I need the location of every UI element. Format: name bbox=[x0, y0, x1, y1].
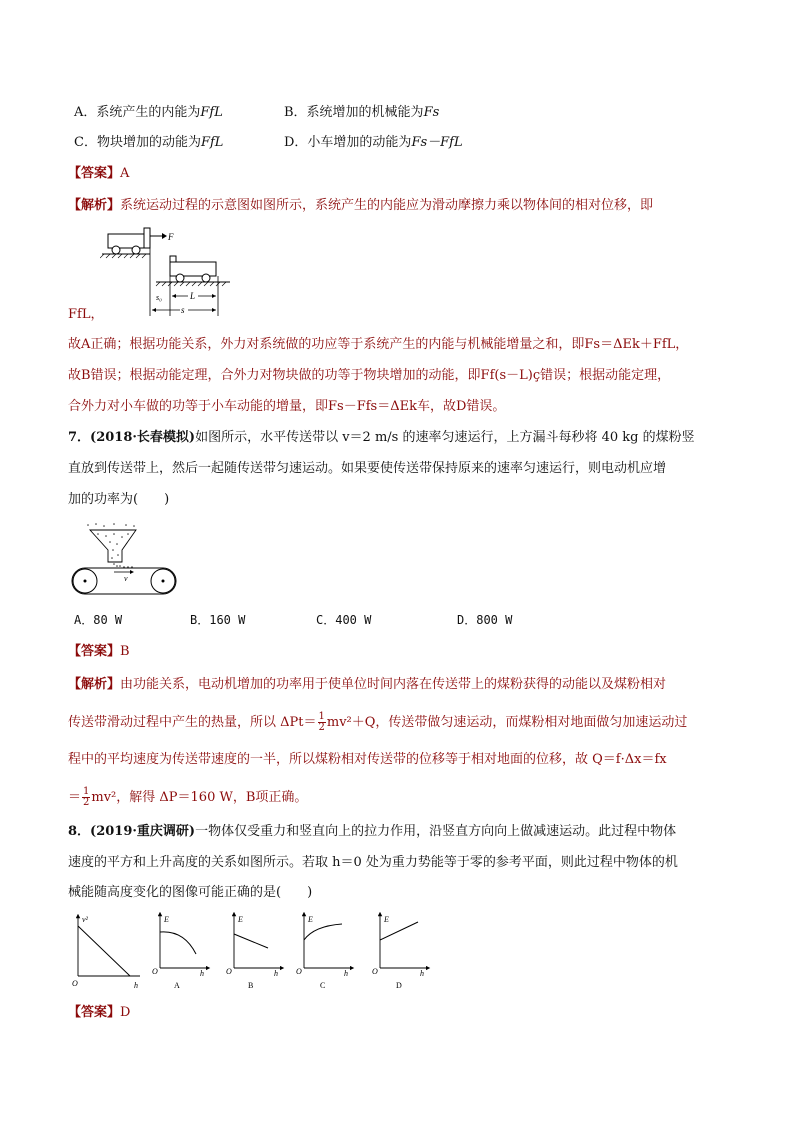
q7-analysis-line-3: 程中的平均速度为传送带速度的一半，所以煤粉相对传送带的位移等于相对地面的位移，故 Q＝f·Δx＝fx bbox=[68, 752, 667, 767]
option-text: D．小车增加的动能为 bbox=[284, 135, 412, 150]
q7-analysis-line-2 bbox=[68, 712, 687, 733]
fraction-numerator: 1 bbox=[318, 711, 325, 722]
option-expr: FfL bbox=[200, 105, 223, 120]
axis-label-x: h bbox=[344, 969, 348, 978]
q8-text-line-1 bbox=[68, 822, 676, 842]
label-L: L bbox=[190, 291, 196, 301]
option-expr: Fs－FfL bbox=[411, 135, 463, 150]
q6-option-b bbox=[284, 103, 439, 123]
graph-label: A bbox=[174, 981, 180, 990]
option-expr: FfL bbox=[200, 135, 224, 150]
q7-text-line-3: 加的功率为( ) bbox=[68, 492, 170, 507]
option-text: A．系统产生的内能为 bbox=[74, 105, 201, 120]
axis-origin: O bbox=[372, 967, 378, 976]
answer-value: D bbox=[120, 1005, 131, 1020]
label-F: F bbox=[168, 232, 174, 242]
q6-figure-cart-block bbox=[100, 220, 240, 320]
q6-analysis-line-5: 合外力对小车做的功等于小车动能的增量，即Fs－Ffs＝ΔEk车，故D错误。 bbox=[68, 399, 506, 414]
graph-v2-h bbox=[72, 915, 140, 990]
q6-analysis-line-3: 故A正确；根据功能关系，外力对系统做的功应等于系统产生的内能与机械能增量之和，即Fs＝ΔEk＋FfL， bbox=[68, 337, 689, 352]
q6-option-a bbox=[74, 103, 223, 123]
analysis-tag: 【解析】 bbox=[68, 677, 121, 692]
analysis-text: 传送带滑动过程中产生的热量，所以 ΔPt＝ bbox=[68, 715, 317, 730]
label-s0: s₀ bbox=[156, 293, 162, 302]
q6-answer bbox=[68, 164, 129, 184]
q7-option-d: D．800 W bbox=[457, 613, 513, 627]
option-expr: Fs bbox=[423, 105, 440, 120]
axis-label-y: v² bbox=[82, 915, 88, 924]
analysis-text: 系统运动过程的示意图如图所示，系统产生的内能应为滑动摩擦力乘以物体间的相对位移，即 bbox=[120, 198, 654, 213]
axis-origin: O bbox=[152, 967, 158, 976]
q8-figure-graphs bbox=[68, 910, 438, 994]
graph-option-c bbox=[296, 914, 352, 990]
q7-analysis-line-1 bbox=[68, 675, 666, 695]
question-text: 如图所示，水平传送带以 v＝2 m/s 的速率匀速运行，上方漏斗每秒将 40 kg 的煤粉竖 bbox=[195, 430, 695, 445]
analysis-text: 由功能关系，电动机增加的功率用于使单位时间内落在传送带上的煤粉获得的动能以及煤粉相对 bbox=[120, 677, 667, 692]
axis-label-x: h bbox=[200, 969, 204, 978]
axis-label-x: h bbox=[420, 969, 424, 978]
label-s: s bbox=[181, 305, 185, 315]
question-source: (2018·长春模拟) bbox=[90, 430, 196, 445]
axis-origin: O bbox=[226, 967, 232, 976]
question-source: (2019·重庆调研) bbox=[90, 824, 196, 839]
q8-answer bbox=[68, 1003, 130, 1023]
q7-option-c: C．400 W bbox=[316, 613, 372, 627]
option-text: C．物块增加的动能为 bbox=[74, 135, 201, 150]
graph-label: C bbox=[320, 981, 326, 990]
q6-analysis-line-2: FfL， bbox=[68, 307, 104, 322]
answer-tag: 【答案】 bbox=[68, 644, 121, 659]
axis-label-x: h bbox=[134, 981, 138, 990]
fraction-numerator: 1 bbox=[83, 786, 90, 797]
answer-tag: 【答案】 bbox=[68, 166, 121, 181]
answer-tag: 【答案】 bbox=[68, 1005, 121, 1020]
fraction-half bbox=[318, 712, 326, 733]
axis-origin: O bbox=[72, 979, 78, 988]
axis-label-y: E bbox=[384, 915, 389, 924]
axis-label-x: h bbox=[274, 969, 278, 978]
fraction-denominator: 2 bbox=[318, 722, 325, 733]
q7-option-a: A．80 W bbox=[74, 613, 123, 627]
axis-label-y: E bbox=[164, 915, 169, 924]
analysis-text: ＝ bbox=[68, 790, 82, 805]
question-number: 7． bbox=[68, 430, 91, 445]
axis-label-y: E bbox=[308, 915, 313, 924]
q6-option-c bbox=[74, 133, 223, 153]
q7-text-line-2: 直放到传送带上，然后一起随传送带匀速运动。如果要使传送带保持原来的速率匀速运行，则电动机应增 bbox=[68, 461, 667, 476]
q7-answer bbox=[68, 642, 130, 662]
question-number: 8． bbox=[68, 824, 91, 839]
q8-text-line-3: 械能随高度变化的图像可能正确的是( ) bbox=[68, 885, 313, 900]
q7-analysis-line-4 bbox=[68, 787, 307, 808]
q7-option-b: B．160 W bbox=[190, 613, 246, 627]
graph-option-b bbox=[226, 914, 282, 990]
answer-value: A bbox=[120, 166, 130, 181]
graph-option-a bbox=[152, 914, 208, 990]
q7-text-line-1 bbox=[68, 428, 695, 448]
graph-label: D bbox=[396, 981, 402, 990]
graph-option-d bbox=[372, 914, 428, 990]
question-text: 一物体仅受重力和竖直向上的拉力作用，沿竖直方向向上做减速运动。此过程中物体 bbox=[195, 824, 677, 839]
analysis-text: mv²，解得 ΔP＝160 W，B项正确。 bbox=[91, 790, 308, 805]
fraction-half bbox=[82, 787, 90, 808]
axis-label-y: E bbox=[238, 915, 243, 924]
q6-analysis-line-4: 故B错误；根据动能定理，合外力对物块做的功等于物块增加的动能，即Ff(s－L)ç错误；根据动能定理， bbox=[68, 368, 671, 383]
q6-analysis-line-1 bbox=[68, 196, 653, 216]
graph-label: B bbox=[248, 981, 254, 990]
q8-text-line-2: 速度的平方和上升高度的关系如图所示。若取 h＝0 处为重力势能等于零的参考平面，则此过程中物体的机 bbox=[68, 855, 678, 870]
axis-origin: O bbox=[296, 967, 302, 976]
analysis-text: mv²＋Q，传送带做匀速运动，而煤粉相对地面做匀加速运动过 bbox=[326, 715, 688, 730]
answer-value: B bbox=[120, 644, 130, 659]
q6-option-d bbox=[284, 133, 463, 153]
label-v: v bbox=[124, 574, 128, 583]
q7-figure-conveyor bbox=[70, 522, 182, 598]
option-text: B．系统增加的机械能为 bbox=[284, 105, 424, 120]
analysis-tag: 【解析】 bbox=[68, 198, 121, 213]
fraction-denominator: 2 bbox=[83, 797, 90, 808]
